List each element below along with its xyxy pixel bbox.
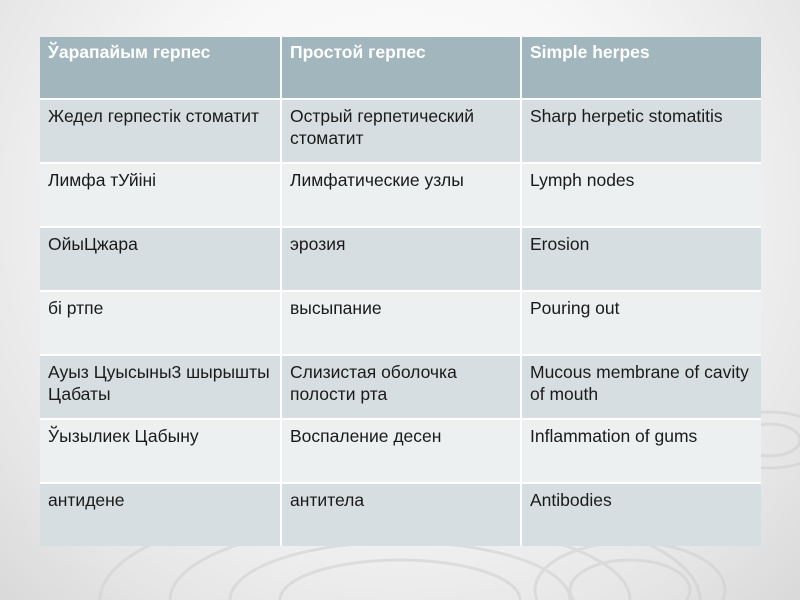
cell-kazakh: Ауыз Цуысыны3 шырышты Цабаты <box>40 355 281 419</box>
table-row <box>40 355 761 419</box>
cell-english: Inflammation of gums <box>521 419 761 483</box>
cell-english: Lymph nodes <box>521 163 761 227</box>
cell-kazakh: Лимфа тУйіні <box>40 163 281 227</box>
cell-english: Antibodies <box>521 483 761 546</box>
table-header-row <box>40 37 761 99</box>
cell-russian: Лимфатические узлы <box>281 163 521 227</box>
cell-russian: Слизистая оболочка полости рта <box>281 355 521 419</box>
cell-russian: Острый герпетический стоматит <box>281 99 521 163</box>
cell-english: Erosion <box>521 227 761 291</box>
cell-russian: антитела <box>281 483 521 546</box>
herpes-terms-table <box>40 37 761 546</box>
cell-kazakh: ОйыЦжара <box>40 227 281 291</box>
cell-english: Mucous membrane of cavity of mouth <box>521 355 761 419</box>
cell-kazakh: Ўызылиек Цабыну <box>40 419 281 483</box>
cell-kazakh: антидене <box>40 483 281 546</box>
table-row <box>40 483 761 546</box>
cell-english: Pouring out <box>521 291 761 355</box>
table-row <box>40 227 761 291</box>
cell-russian: высыпание <box>281 291 521 355</box>
table-row <box>40 163 761 227</box>
header-kazakh: Ўарапайым герпес <box>40 37 281 99</box>
cell-russian: Воспаление десен <box>281 419 521 483</box>
header-english: Simple herpes <box>521 37 761 99</box>
header-russian: Простой герпес <box>281 37 521 99</box>
table-row <box>40 99 761 163</box>
cell-russian: эрозия <box>281 227 521 291</box>
cell-kazakh: Жедел герпестік стоматит <box>40 99 281 163</box>
table-row <box>40 419 761 483</box>
cell-kazakh: бі ртпе <box>40 291 281 355</box>
table-row <box>40 291 761 355</box>
cell-english: Sharp herpetic stomatitis <box>521 99 761 163</box>
